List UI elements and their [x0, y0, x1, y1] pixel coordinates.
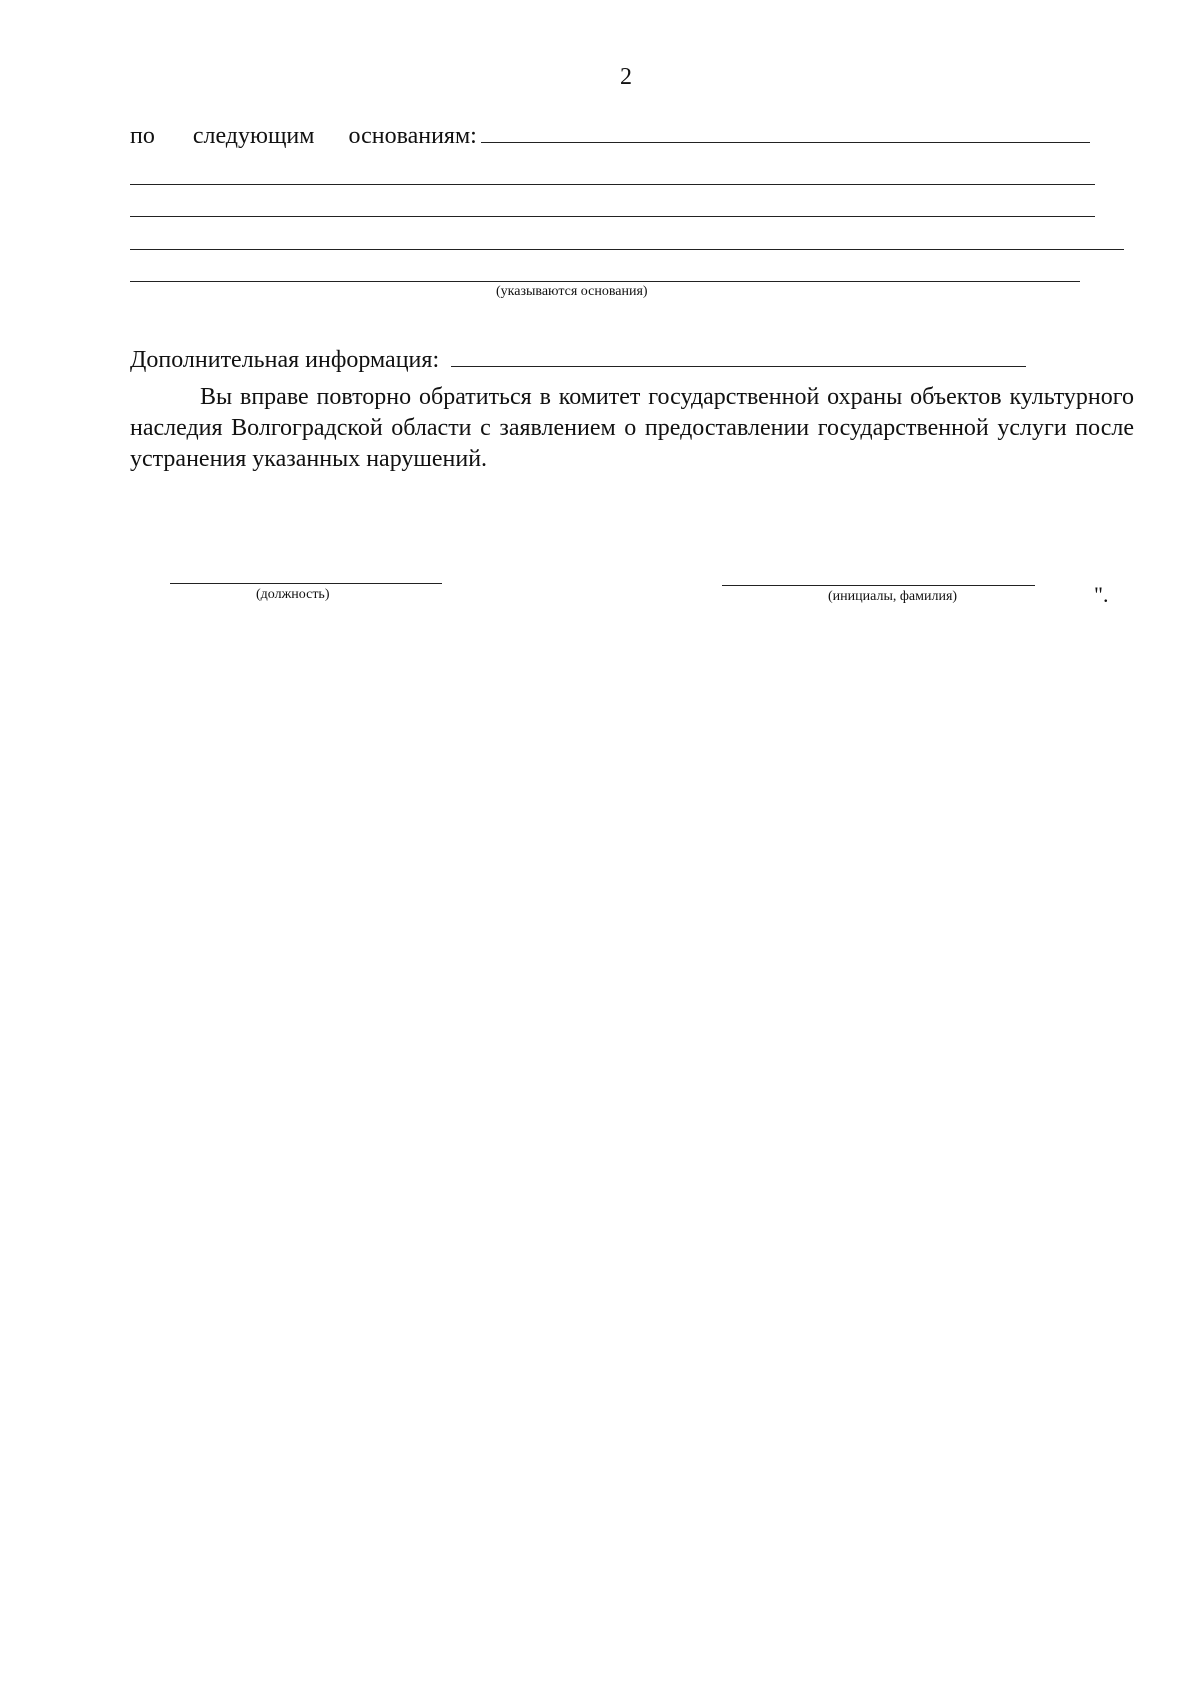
grounds-fill-line[interactable]: [481, 122, 1090, 143]
additional-info-fill-line[interactable]: [451, 348, 1026, 367]
notice-paragraph: Вы вправе повторно обратиться в комитет государственной охраны объектов культурного наследия Волгоградской области с заявлением о предоставлении государственной услуги после устранения указанных нарушений.: [130, 384, 1134, 472]
position-caption: (должность): [256, 587, 330, 602]
grounds-blank-line-1[interactable]: [130, 184, 1095, 185]
grounds-word-grounds: основаниям:: [348, 123, 477, 149]
position-signature-line[interactable]: [170, 583, 442, 584]
name-caption: (инициалы, фамилия): [828, 589, 958, 604]
grounds-blank-line-4[interactable]: [130, 281, 1080, 282]
name-signature-line[interactable]: [722, 585, 1035, 586]
closing-quote-mark: ".: [1094, 582, 1109, 607]
additional-info-line: [130, 347, 1090, 374]
grounds-line: [130, 122, 1090, 150]
grounds-blank-line-3[interactable]: [130, 249, 1124, 250]
grounds-word-following: следующим: [192, 123, 315, 149]
grounds-blank-line-2[interactable]: [130, 216, 1095, 217]
grounds-caption: (указываются основания): [496, 284, 648, 299]
page-number: 2: [620, 64, 632, 90]
grounds-word-po: по: [130, 123, 155, 149]
additional-info-label: Дополнительная информация:: [130, 347, 440, 373]
